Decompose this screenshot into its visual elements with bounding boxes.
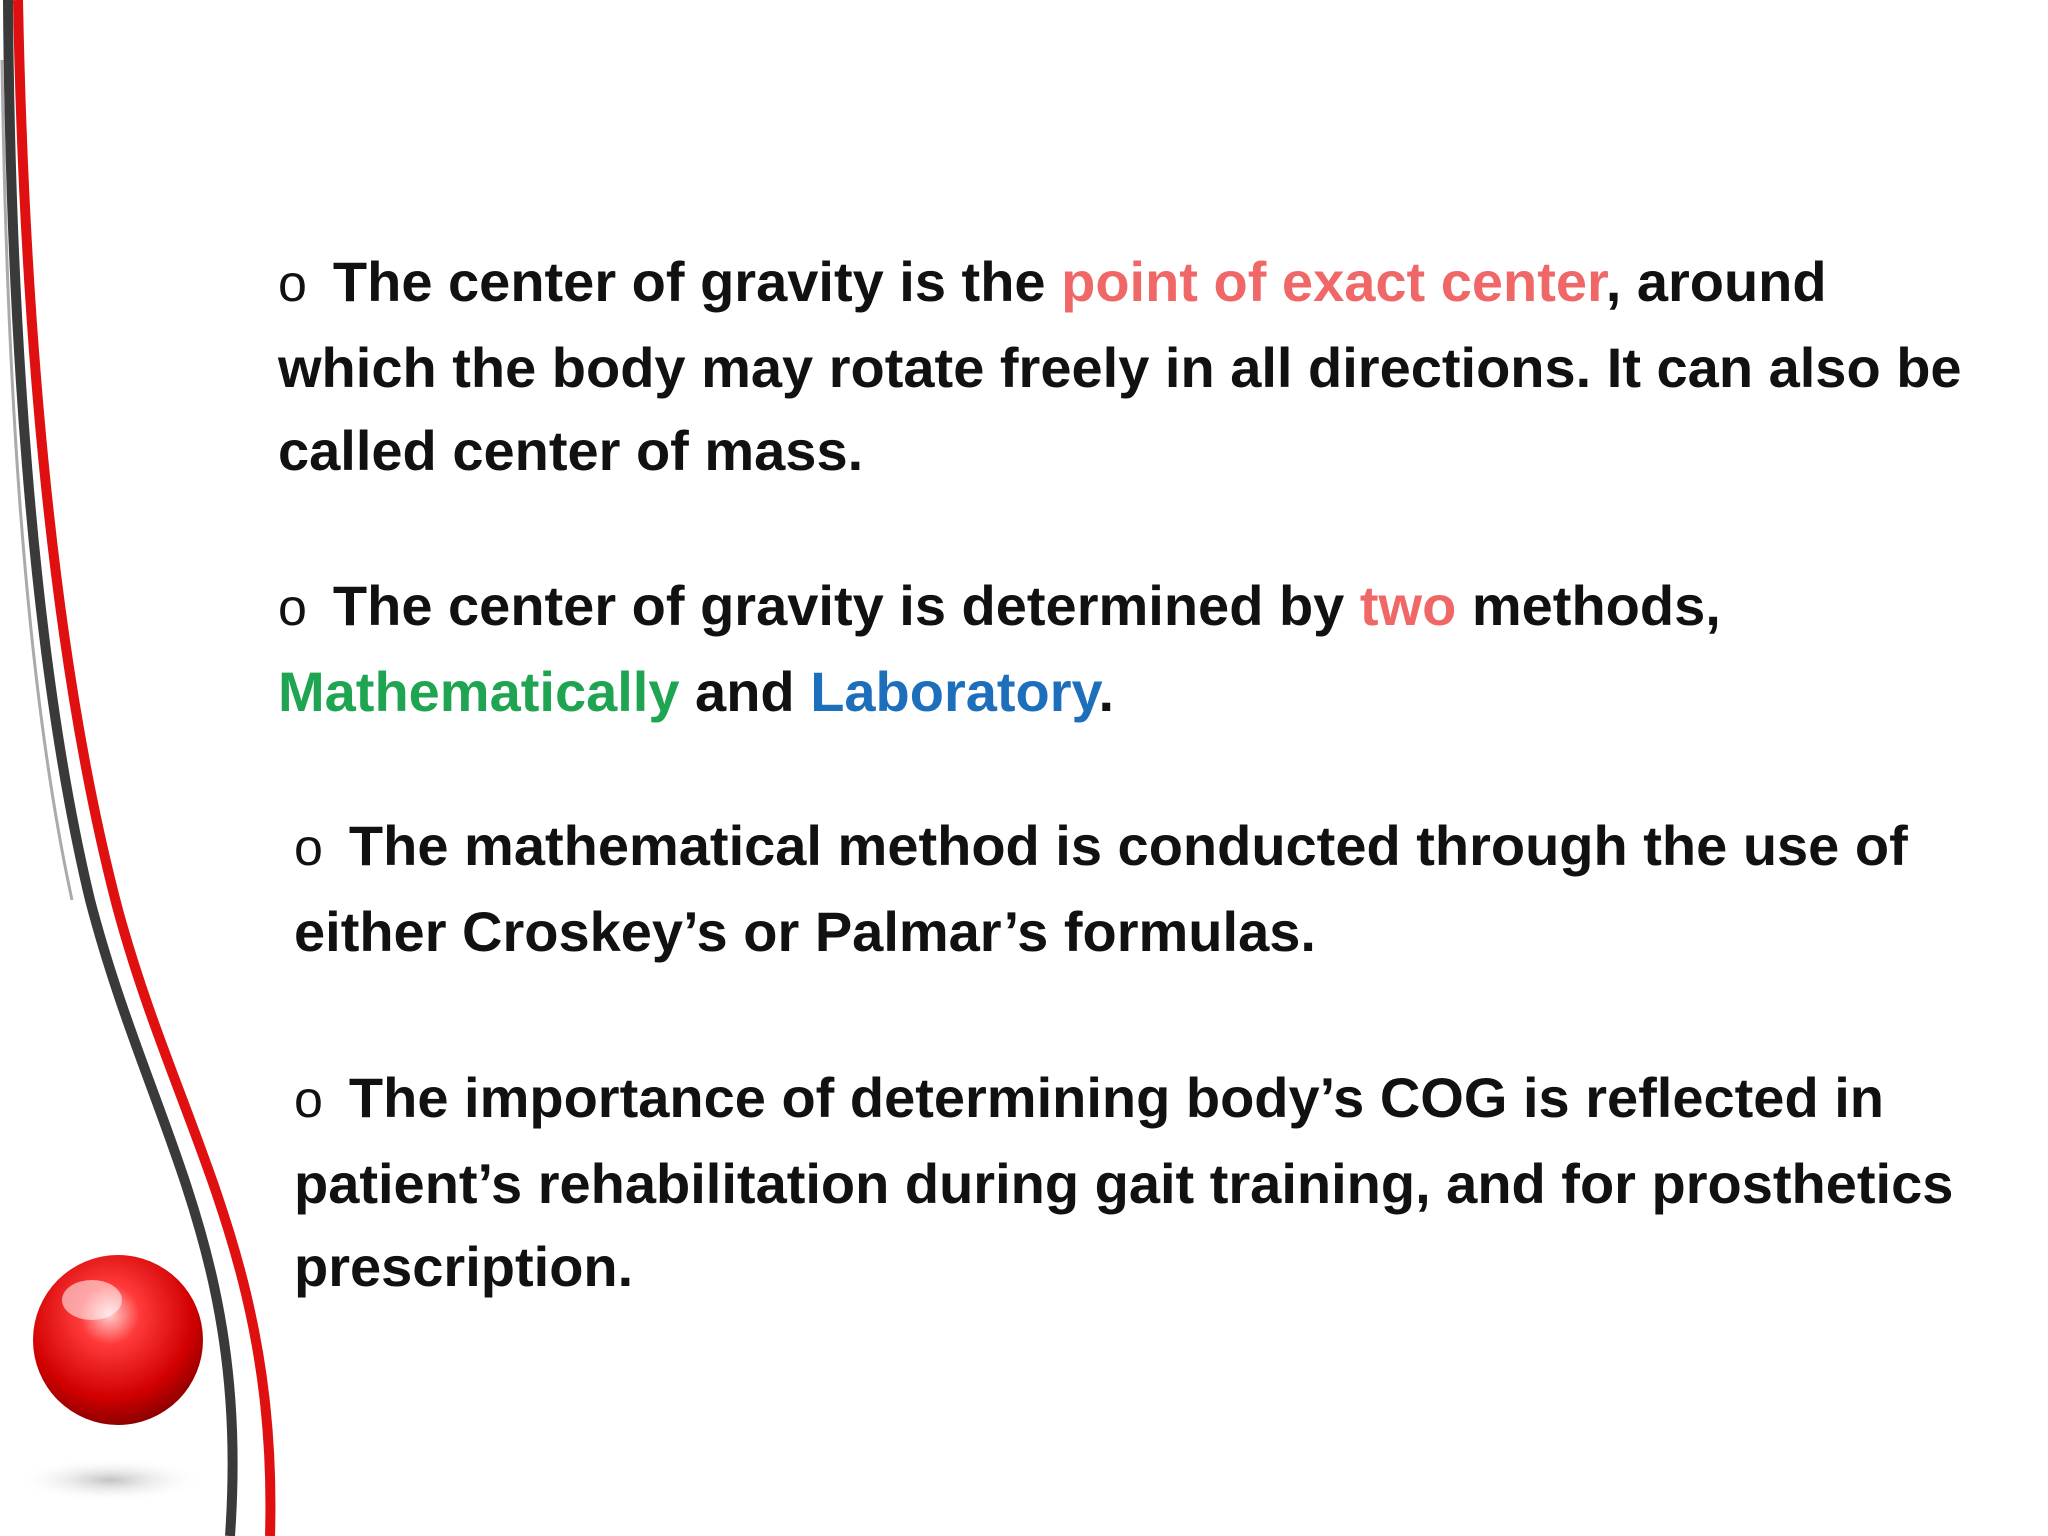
bullet-text-mid: methods, [1456, 574, 1721, 637]
highlight-mathematically: Mathematically [278, 660, 680, 723]
bullet-text: The center of gravity is determined by [332, 574, 1360, 637]
bullet-text: The mathematical method is conducted through the use of either Croskey’s or Palmar’s formulas. [294, 814, 1908, 963]
bullet-marker: o [278, 579, 307, 637]
highlight-point-of-exact-center: point of exact center [1061, 250, 1606, 313]
bullet-text: The importance of determining body’s COG is reflected in patient’s rehabilitation during gait training, and for prosthetics prescription. [294, 1066, 1954, 1298]
bullet-text: The center of gravity is the [332, 250, 1062, 313]
highlight-laboratory: Laboratory [810, 660, 1099, 723]
bullet-importance [294, 1056, 2014, 1308]
bullet-marker: o [294, 1071, 323, 1129]
highlight-two: two [1359, 574, 1457, 637]
bullet-methods [278, 564, 1998, 733]
bullet-center-of-gravity-definition [278, 240, 1998, 492]
bullet-text-and: and [679, 660, 811, 723]
bullet-marker: o [294, 819, 323, 877]
bullet-text-end: . [1098, 660, 1115, 723]
bullet-marker: o [278, 255, 307, 313]
bullet-text-cont: , around which the body may rotate freely in all directions. It can also be called center of mass. [278, 250, 1962, 482]
bullet-mathematical-method [294, 804, 2014, 973]
